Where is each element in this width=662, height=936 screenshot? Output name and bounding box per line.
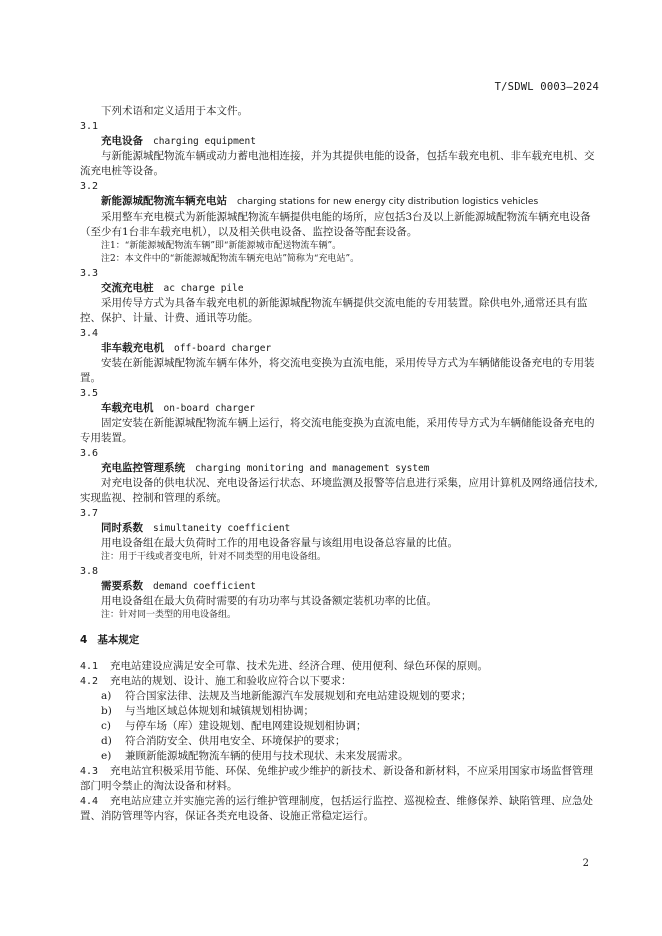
standard-code-header: T/SDWL 0003—2024 — [494, 81, 599, 93]
clause — [80, 764, 602, 794]
clause-text: 充电站建设应满足安全可靠、技术先进、经济合理、使用便利、绿色环保的原则。 — [110, 660, 488, 672]
list-item-text: 符合国家法律、法规及当地新能源汽车发展规划和充电站建设规划的要求； — [125, 690, 472, 702]
term-entry — [80, 564, 602, 622]
term-heading — [80, 134, 602, 149]
list-item — [80, 704, 602, 719]
list-item-label: e) — [101, 750, 112, 762]
section-number: 4 — [80, 634, 88, 646]
term-english: ac charge pile — [163, 283, 244, 294]
term-english: charging stations for new energy city distribution logistics vehicles — [237, 197, 539, 207]
list-item-text: 符合消防安全、供用电安全、环境保护的要求； — [125, 735, 346, 747]
clause-text: 充电站的规划、设计、施工和验收应符合以下要求： — [110, 675, 352, 687]
term-number: 3.8 — [80, 566, 99, 577]
term-chinese: 车载充电机 — [101, 402, 154, 414]
list-item-text: 与当地区域总体规划和城镇规划相协调； — [125, 705, 314, 717]
term-heading — [80, 579, 602, 594]
list-item-label: c) — [101, 720, 111, 732]
section-heading — [80, 633, 602, 648]
clause-number: 4.1 — [80, 661, 99, 672]
term-english: off-board charger — [174, 343, 272, 354]
clause-number: 4.4 — [80, 796, 99, 807]
list-item — [80, 734, 602, 749]
term-definition: 用电设备组在最大负荷时工作的用电设备容量与该组用电设备总容量的比值。 — [101, 537, 458, 549]
page-number: 2 — [582, 858, 589, 869]
term-heading — [80, 521, 602, 536]
list-item — [80, 689, 602, 704]
term-definition: 采用传导方式为具备车载充电机的新能源城配物流车辆提供交流电能的专用装置。除供电外,通常还具有监控、保护、计量、计费、通讯等功能。 — [80, 297, 588, 324]
clause-number: 4.2 — [80, 676, 99, 687]
term-heading — [80, 461, 602, 476]
list-item-label: d) — [101, 735, 112, 747]
term-english: charging equipment — [153, 136, 256, 147]
term-heading — [80, 194, 602, 210]
term-entry — [80, 446, 602, 506]
term-definition: 采用整车充电模式为新能源城配物流车辆提供电能的场所，应包括3台及以上新能源城配物流车辆充电设备（至少有1台非车载充电机），以及相关供电设备、监控设备等配套设备。 — [80, 211, 591, 238]
term-definition: 与新能源城配物流车辆或动力蓄电池相连接，并为其提供电能的设备，包括车载充电机、非车载充电机、交流充电桩等设备。 — [80, 150, 595, 177]
term-entry — [80, 386, 602, 446]
term-entry — [80, 326, 602, 386]
clause-number: 4.3 — [80, 766, 99, 777]
term-number: 3.7 — [80, 508, 99, 519]
term-definition: 固定安装在新能源城配物流车辆上运行，将交流电能变换为直流电能，采用传导方式为车辆储能设备充电的专用装置。 — [80, 417, 595, 444]
term-note: 注：针对同一类型的用电设备组。 — [101, 610, 237, 620]
term-number: 3.5 — [80, 388, 99, 399]
term-english: charging monitoring and management system — [195, 463, 430, 474]
term-heading — [80, 341, 602, 356]
term-chinese: 充电监控管理系统 — [101, 462, 185, 474]
term-definition: 对充电设备的供电状况、充电设备运行状态、环境监测及报警等信息进行采集，应用计算机及网络通信技术,实现监视、控制和管理的系统。 — [80, 477, 598, 504]
term-number: 3.4 — [80, 328, 99, 339]
term-definition: 安装在新能源城配物流车辆车体外，将交流电变换为直流电能，采用传导方式为车辆储能设备充电的专用装置。 — [80, 357, 595, 384]
list-item — [80, 749, 602, 764]
list-item — [80, 719, 602, 734]
term-english: on-board charger — [163, 403, 256, 414]
term-note: 注2：本文件中的“新能源城配物流车辆充电站”简称为“充电站”。 — [101, 254, 360, 264]
clause — [80, 674, 602, 689]
term-note: 注1：“新能源城配物流车辆”即“新能源城市配送物流车辆”。 — [101, 241, 342, 251]
term-note: 注：用于干线或者变电所，针对不同类型的用电设备组。 — [101, 552, 327, 562]
term-entry — [80, 266, 602, 326]
list-item-label: a) — [101, 690, 112, 702]
term-chinese: 充电设备 — [101, 135, 143, 147]
term-chinese: 新能源城配物流车辆充电站 — [101, 195, 227, 207]
term-entry — [80, 119, 602, 179]
page-content — [80, 104, 602, 824]
term-chinese: 需要系数 — [101, 580, 143, 592]
term-english: simultaneity coefficient — [153, 523, 291, 534]
term-definition: 用电设备组在最大负荷时需要的有功功率与其设备额定装机功率的比值。 — [101, 595, 437, 607]
terms-intro: 下列术语和定义适用于本文件。 — [101, 105, 248, 117]
term-heading — [80, 281, 602, 296]
list-item-text: 兼顾新能源城配物流车辆的使用与技术现状、未来发展需求。 — [125, 750, 409, 762]
clause — [80, 794, 602, 824]
list-item-text: 与停车场（库）建设规划、配电网建设规划相协调； — [125, 720, 367, 732]
term-english: demand coefficient — [153, 581, 256, 592]
term-number: 3.6 — [80, 448, 99, 459]
term-number: 3.3 — [80, 268, 99, 279]
term-entry — [80, 506, 602, 564]
clause-text: 充电站宜积极采用节能、环保、免维护或少维护的新技术、新设备和新材料，不应采用国家市场监督管理部门明令禁止的淘汰设备和材料。 — [80, 765, 593, 792]
clause-text: 充电站应建立并实施完善的运行维护管理制度，包括运行监控、巡视检查、维修保养、缺陷管理、应急处置、消防管理等内容，保证各类充电设备、设施正常稳定运行。 — [80, 795, 593, 822]
term-chinese: 非车载充电机 — [101, 342, 164, 354]
section-title: 基本规定 — [97, 634, 140, 646]
term-chinese: 交流充电桩 — [101, 282, 154, 294]
term-chinese: 同时系数 — [101, 522, 143, 534]
list-item-label: b) — [101, 705, 112, 717]
term-heading — [80, 401, 602, 416]
term-entry — [80, 179, 602, 266]
term-number: 3.1 — [80, 121, 99, 132]
clause — [80, 659, 602, 674]
term-number: 3.2 — [80, 181, 99, 192]
